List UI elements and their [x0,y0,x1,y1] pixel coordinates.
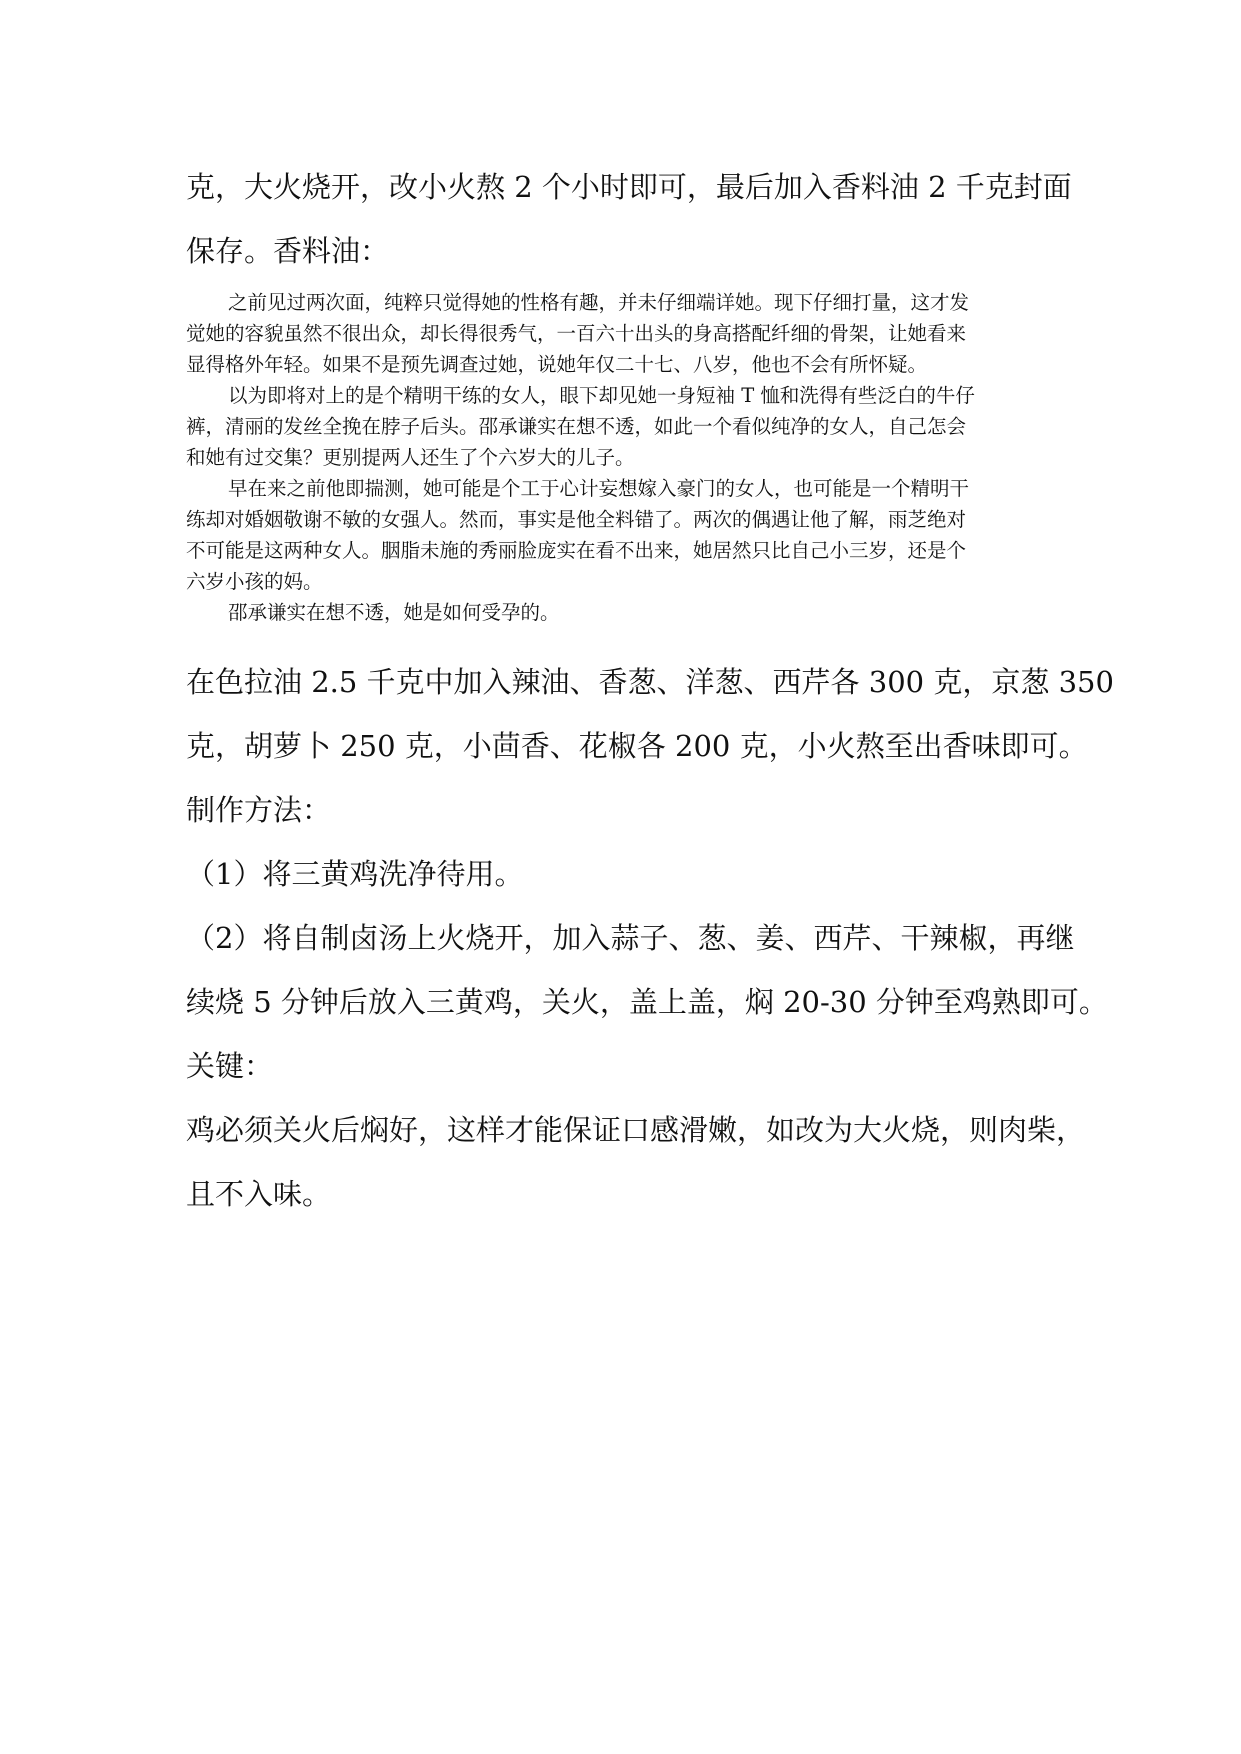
novel-text-line: 之前见过两次面，纯粹只觉得她的性格有趣，并未仔细端详她。现下仔细打量，这才发 [228,291,970,314]
recipe-key-note: 鸡必须关火后焖好，这样才能保证口感滑嫩，如改为大火烧，则肉柴， [186,1113,1086,1147]
recipe-text-line: 在色拉油 2.5 千克中加入辣油、香葱、洋葱、西芹各 300 克，京葱 350 [186,665,1114,699]
novel-text-line: 不可能是这两种女人。胭脂未施的秀丽脸庞实在看不出来，她居然只比自己小三岁，还是个 [186,539,967,562]
section-heading-key: 关键： [186,1049,274,1083]
document-body [186,155,1114,1226]
novel-text-line: 觉她的容貌虽然不很出众，却长得很秀气，一百六十出头的身高搭配纤细的骨架，让她看来 [186,322,967,345]
recipe-text-line: 克，胡萝卜 250 克，小茴香、花椒各 200 克，小火熬至出香味即可。 [186,729,1088,763]
recipe-step-2-continued: 续烧 5 分钟后放入三黄鸡，关火，盖上盖，焖 20-30 分钟至鸡熟即可。 [186,985,1108,1019]
recipe-step-2: （2）将自制卤汤上火烧开，加入蒜子、葱、姜、西芹、干辣椒，再继 [186,921,1075,955]
novel-text-line: 早在来之前他即揣测，她可能是个工于心计妄想嫁入豪门的女人，也可能是一个精明干 [228,477,970,500]
novel-text-line: 邵承谦实在想不透，她是如何受孕的。 [228,601,560,624]
recipe-text-line: 克，大火烧开，改小火熬 2 个小时即可，最后加入香料油 2 千克封面 [186,170,1072,204]
novel-text-line: 练却对婚姻敬谢不敏的女强人。然而，事实是他全料错了。两次的偶遇让他了解，雨芝绝对 [186,508,967,531]
novel-text-line: 六岁小孩的妈。 [186,570,323,593]
recipe-key-note-continued: 且不入味。 [186,1177,332,1211]
novel-text-line: 显得格外年轻。如果不是预先调查过她，说她年仅二十七、八岁，他也不会有所怀疑。 [186,353,928,376]
recipe-text-line: 保存。香料油： [186,234,390,268]
inserted-novel-passage [186,287,1066,628]
novel-text-line: 裤，清丽的发丝全挽在脖子后头。邵承谦实在想不透，如此一个看似纯净的女人，自己怎会 [186,415,967,438]
section-heading-method: 制作方法： [186,793,332,827]
novel-text-line: 以为即将对上的是个精明干练的女人，眼下却见她一身短袖 T 恤和洗得有些泛白的牛仔 [228,384,975,407]
recipe-step-1: （1）将三黄鸡洗净待用。 [186,857,524,891]
novel-text-line: 和她有过交集？更别提两人还生了个六岁大的儿子。 [186,446,635,469]
